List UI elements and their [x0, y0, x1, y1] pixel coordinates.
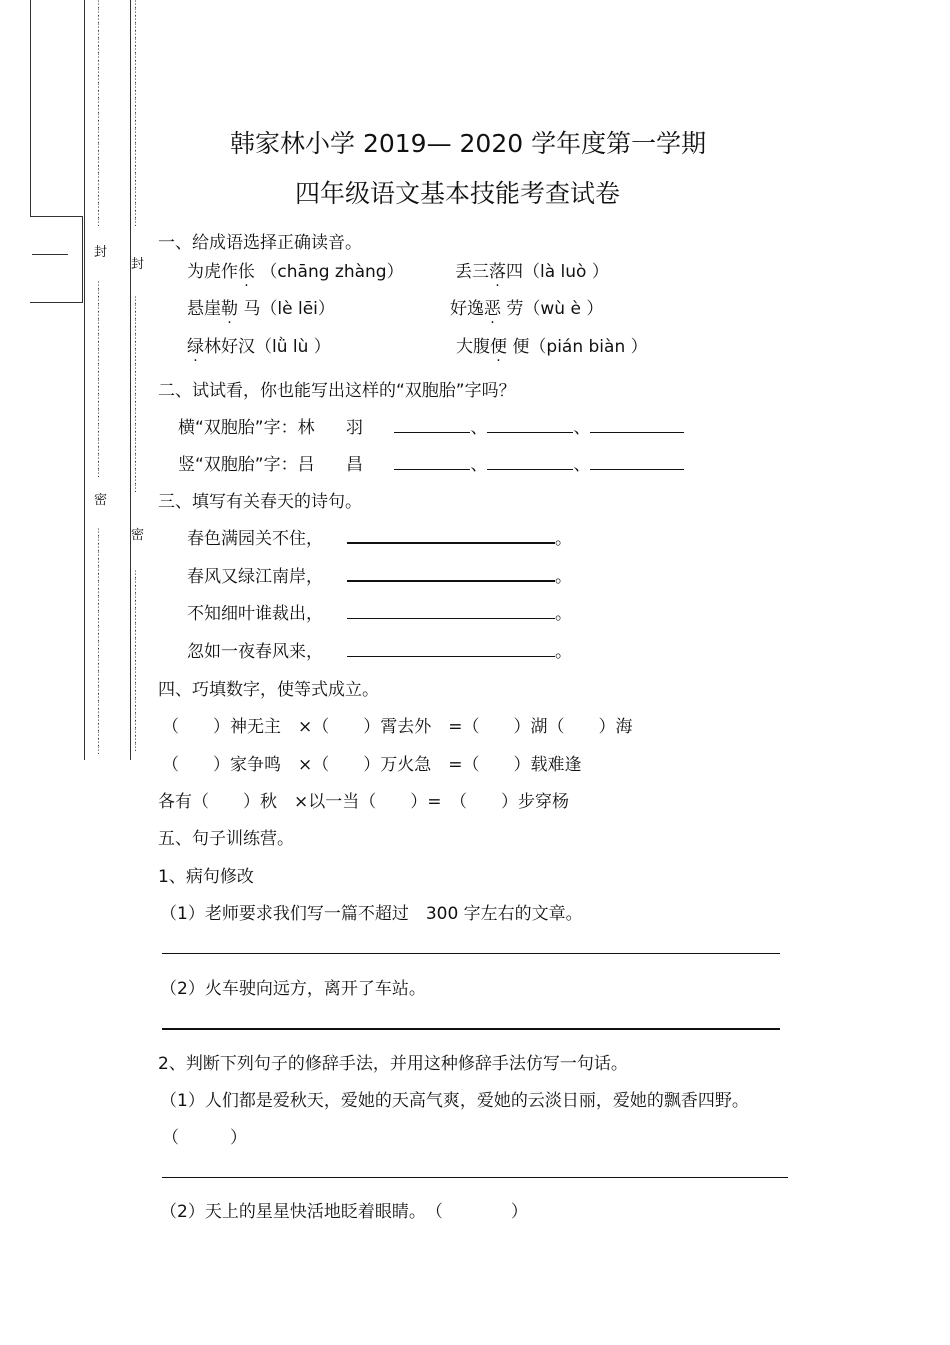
section3-heading: 三、填写有关春天的诗句。	[158, 492, 362, 512]
answer-line-2[interactable]	[162, 1028, 780, 1030]
question-2-1-answer-paren[interactable]: （ ）	[162, 1128, 247, 1148]
twin-char-blank-3[interactable]	[590, 416, 684, 433]
idiom-text: 四	[506, 262, 523, 282]
poem-text: 忽如一夜春风来，	[187, 642, 323, 662]
section5-heading: 五、句子训练营。	[158, 829, 294, 849]
idiom-reading-options: （lǜ lù ）	[255, 337, 331, 357]
idiom-item-6	[456, 332, 648, 357]
number-equation-row-3[interactable]: 各有（ ）秋 ×以一当（ ）= （ ）步穿杨	[158, 792, 569, 812]
question-2-2: （2）天上的星星快活地眨着眼睛。 （ ）	[160, 1202, 528, 1222]
section4-heading: 四、巧填数字，使等式成立。	[158, 680, 379, 700]
idiom-text: 悬崖	[187, 299, 221, 319]
idiom-item-2	[455, 257, 609, 282]
margin-box-top	[30, 216, 82, 217]
margin-inner-line	[84, 0, 85, 760]
margin-box-bottom	[30, 302, 82, 303]
idiom-marked-char: 绿	[187, 337, 204, 357]
exam-title-line1: 韩家林小学 2019— 2020 学年度第一学期	[230, 129, 707, 158]
idiom-text: 丢三	[455, 262, 489, 282]
twin-char-blank-1[interactable]	[394, 416, 470, 433]
exam-title-line2: 四年级语文基本技能考查试卷	[295, 179, 621, 208]
twin-char-example: 昌	[346, 455, 364, 475]
twin-char-row-vertical	[178, 450, 684, 475]
poem-text: 春色满园关不住，	[187, 529, 323, 549]
idiom-item-5	[187, 332, 331, 357]
twin-char-blank-3[interactable]	[590, 453, 684, 470]
poem-line-2	[187, 562, 572, 587]
seal-label-feng-1: 封	[94, 245, 108, 260]
poem-blank[interactable]	[347, 564, 555, 582]
seal-label-mi-2: 密	[131, 528, 145, 543]
seal-label-feng-2: 封	[131, 257, 145, 272]
idiom-marked-char: 落	[489, 262, 506, 282]
poem-end: 。	[555, 604, 572, 624]
idiom-marked-char: 便	[490, 337, 507, 357]
question-2-1: （1）人们都是爱秋天，爱她的天高气爽，爱她的云淡日丽，爱她的飘香四野。	[160, 1091, 749, 1111]
answer-line-3[interactable]	[162, 1177, 788, 1178]
dotted-column-1b: ⋮⋮⋮⋮⋮⋮⋮⋮⋮⋮⋮⋮⋮⋮⋮⋮⋮⋮⋮⋮⋮⋮⋮⋮⋮⋮	[94, 281, 102, 479]
question-1-2: （2）火车驶向远方，离开了车站。	[160, 979, 426, 999]
twin-char-label: 横“双胞胎”字：林	[178, 418, 315, 438]
idiom-text: 大腹	[456, 337, 490, 357]
poem-line-4	[187, 637, 572, 662]
number-equation-row-1[interactable]: （ ）神无主 ×（ ）霄去外 =（ ）湖（ ）海	[162, 717, 633, 737]
idiom-reading-options: （lè lēi）	[260, 299, 335, 319]
idiom-item-3	[187, 294, 335, 319]
margin-box-right	[82, 216, 83, 303]
idiom-text: 便	[507, 337, 530, 357]
separator: 、	[573, 455, 591, 475]
separator: 、	[470, 418, 488, 438]
section1-heading: 一、给成语选择正确读音。	[158, 233, 362, 253]
poem-end: 。	[555, 642, 572, 662]
idiom-marked-char: 恶	[484, 299, 501, 319]
section2-heading: 二、试试看，你也能写出这样的“双胞胎”字吗？	[158, 381, 516, 401]
dotted-column-2c: ⋮⋮⋮⋮⋮⋮⋮⋮⋮⋮⋮⋮⋮⋮⋮⋮⋮⋮⋮⋮⋮⋮⋮⋮	[131, 570, 139, 753]
poem-line-1	[187, 524, 572, 549]
subsection-sentence-correction: 1、病句修改	[158, 867, 254, 887]
margin-outer-line	[30, 0, 31, 216]
number-equation-row-2[interactable]: （ ）家争鸣 ×（ ）万火急 =（ ）载难逢	[162, 755, 582, 775]
idiom-reading-options: （là luò ）	[523, 262, 609, 282]
dotted-column-1a: ⋮⋮⋮⋮⋮⋮⋮⋮⋮⋮⋮⋮⋮⋮⋮⋮⋮⋮⋮⋮⋮⋮⋮⋮⋮⋮⋮⋮⋮⋮	[94, 0, 102, 228]
twin-char-blank-2[interactable]	[487, 453, 573, 470]
dotted-column-2b: ⋮⋮⋮⋮⋮⋮⋮⋮⋮⋮⋮⋮⋮⋮⋮⋮⋮⋮⋮⋮⋮⋮⋮⋮⋮⋮	[131, 296, 139, 494]
poem-text: 春风又绿江南岸，	[187, 567, 323, 587]
poem-blank[interactable]	[347, 526, 555, 544]
poem-blank[interactable]	[347, 640, 555, 657]
twin-char-row-horizontal	[178, 413, 684, 438]
answer-line-1[interactable]	[162, 953, 780, 954]
idiom-text: 为虎作	[187, 262, 238, 282]
separator: 、	[573, 418, 591, 438]
poem-end: 。	[555, 567, 572, 587]
dotted-column-2a: ⋮⋮⋮⋮⋮⋮⋮⋮⋮⋮⋮⋮⋮⋮⋮⋮⋮⋮⋮⋮⋮⋮⋮⋮⋮⋮⋮⋮⋮⋮	[131, 0, 139, 228]
subsection-rhetoric: 2、判断下列句子的修辞手法，并用这种修辞手法仿写一句话。	[158, 1054, 628, 1074]
idiom-reading-options: （pián biàn ）	[529, 337, 648, 357]
dotted-column-1c: ⋮⋮⋮⋮⋮⋮⋮⋮⋮⋮⋮⋮⋮⋮⋮⋮⋮⋮⋮⋮⋮⋮⋮⋮⋮⋮⋮⋮⋮⋮	[94, 528, 102, 756]
idiom-text: 劳	[501, 299, 524, 319]
idiom-marked-char: 勒	[221, 299, 238, 319]
margin-name-line	[32, 254, 68, 255]
seal-label-mi-1: 密	[94, 493, 108, 508]
twin-char-blank-2[interactable]	[487, 416, 573, 433]
idiom-item-4	[450, 294, 603, 319]
idiom-text: 马	[238, 299, 261, 319]
question-1-1: （1）老师要求我们写一篇不超过 300 字左右的文章。	[160, 904, 583, 924]
twin-char-blank-1[interactable]	[394, 453, 470, 470]
idiom-marked-char: 伥	[238, 262, 255, 282]
twin-char-label: 竖“双胞胎”字：吕	[178, 455, 315, 475]
poem-line-3	[187, 599, 572, 624]
idiom-item-1	[187, 257, 404, 282]
idiom-text: 林好汉	[204, 337, 255, 357]
twin-char-example: 羽	[346, 418, 364, 438]
poem-text: 不知细叶谁裁出，	[187, 604, 323, 624]
poem-blank[interactable]	[347, 602, 555, 619]
idiom-reading-options: （chāng zhàng）	[260, 262, 404, 282]
poem-end: 。	[555, 529, 572, 549]
separator: 、	[470, 455, 488, 475]
idiom-text: 好逸	[450, 299, 484, 319]
idiom-reading-options: （wù è ）	[523, 299, 604, 319]
